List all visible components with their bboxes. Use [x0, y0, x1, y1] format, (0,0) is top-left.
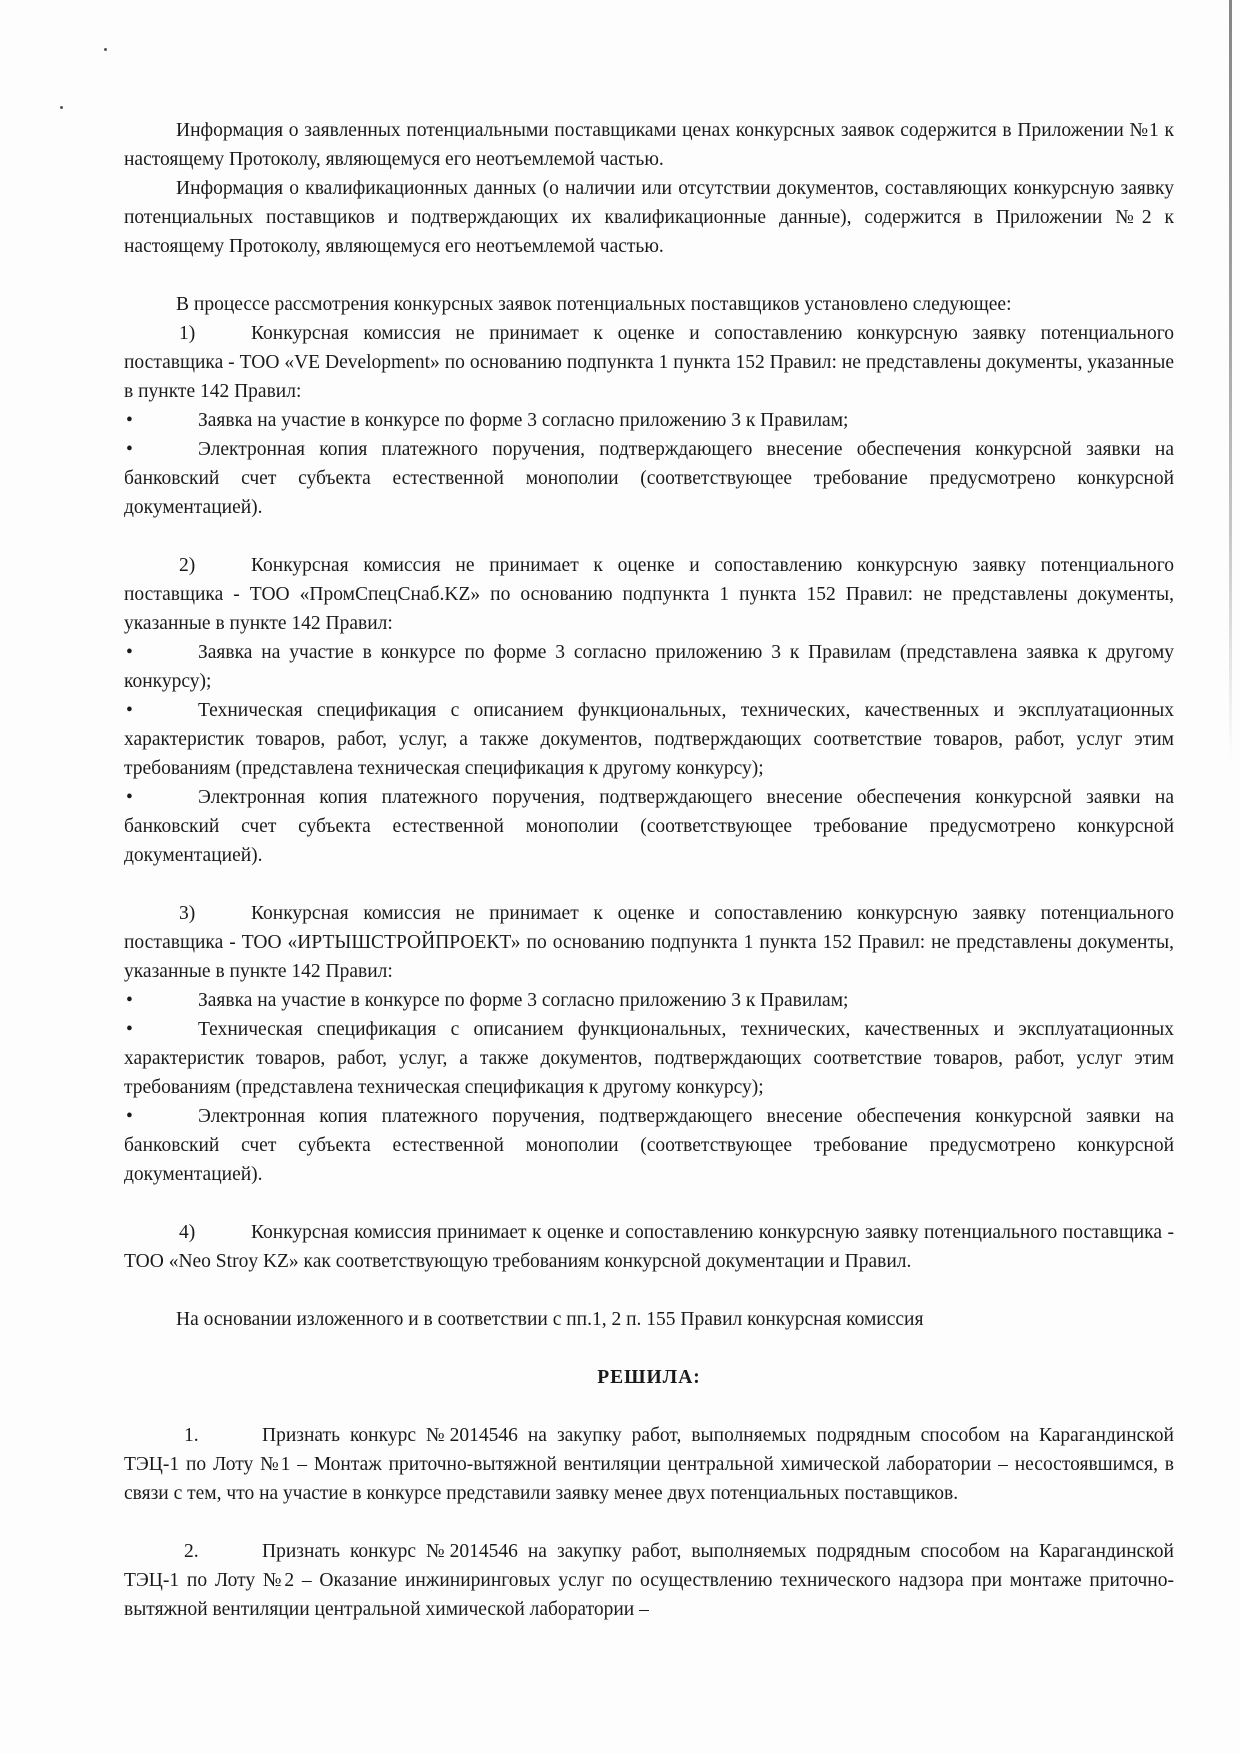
finding-paragraph [124, 319, 1174, 406]
bullet-text: Электронная копия платежного поручения, подтверждающего внесение обеспечения конкурсной заявки на банковский счет субъекта естественной монополии (соответствующее требование предусмотрено конкурсной документацией). [124, 439, 1174, 518]
bullet-item [124, 696, 1174, 783]
resolution-text: Признать конкурс №2014546 на закупку работ, выполняемых подрядным способом на Карагандинской ТЭЦ-1 по Лоту №2 – Оказание инжиниринговых услуг по осуществлению технического надзора при монтаже приточно-вытяжной вентиляции центральной химической лаборатории – [124, 1541, 1174, 1620]
bullet-marker: • [126, 642, 133, 663]
bullet-item [124, 435, 1174, 522]
resolution-text: Признать конкурс №2014546 на закупку работ, выполняемых подрядным способом на Карагандинской ТЭЦ-1 по Лоту №1 – Монтаж приточно-вытяжной вентиляции центральной химической лаборатории – несостоявшимся, в связи с тем, что на участие в конкурсе представили заявку менее двух потенциальных поставщиков. [124, 1425, 1174, 1504]
resolution-number: 1. [184, 1425, 199, 1446]
bullet-item [124, 986, 1174, 1015]
finding-text: Конкурсная комиссия не принимает к оценке и сопоставлению конкурсную заявку потенциального поставщика - ТОО «ИРТЫШСТРОЙПРОЕКТ» по основанию подпункта 1 пункта 152 Правил: не представлены документы, указанные в пункте 142 Правил: [124, 903, 1174, 982]
bullet-marker: • [126, 787, 133, 808]
bullet-text: Техническая спецификация с описанием функциональных, технических, качественных и эксплуатационных характеристик товаров, работ, услуг, а также документов, подтверждающих соответствие товаров, работ, услуг этим требованиям (представлена техническая спецификация к другому конкурсу); [124, 700, 1174, 779]
finding-number: 2) [179, 555, 196, 576]
finding-number: 1) [179, 323, 196, 344]
finding-paragraph [124, 1218, 1174, 1276]
scan-edge-mark [1229, 0, 1232, 760]
resolutions-list [124, 1421, 1174, 1624]
bullet-text: Техническая спецификация с описанием функциональных, технических, качественных и эксплуатационных характеристик товаров, работ, услуг, а также документов, подтверждающих соответствие товаров, работ, услуг этим требованиям (представлена техническая спецификация к другому конкурсу); [124, 1019, 1174, 1098]
finding-number: 4) [179, 1222, 196, 1243]
bullet-marker: • [126, 1019, 133, 1040]
bullet-item [124, 406, 1174, 435]
finding-number: 3) [179, 903, 196, 924]
bullet-item [124, 1102, 1174, 1189]
scan-speck [104, 48, 107, 51]
finding-text: Конкурсная комиссия не принимает к оценке и сопоставлению конкурсную заявку потенциального поставщика - ТОО «ПромСпецСнаб.KZ» по основанию подпункта 1 пункта 152 Правил: не представлены документы, указанные в пункте 142 Правил: [124, 555, 1174, 634]
bullet-marker: • [126, 700, 133, 721]
basis-paragraph: На основании изложенного и в соответствии с пп.1, 2 п. 155 Правил конкурсная комиссия [176, 1309, 924, 1330]
resolution-paragraph [124, 1537, 1174, 1624]
bullet-text: Заявка на участие в конкурсе по форме 3 согласно приложению 3 к Правилам; [198, 990, 849, 1011]
finding-paragraph [124, 899, 1174, 986]
intro-paragraph-2: Информация о квалификационных данных (о наличии или отсутствии документов, составляющих конкурсную заявку потенциальных поставщиков и подтверждающих их квалификационные данные), содержится в Приложении №2 к настоящему Протоколу, являющемуся его неотъемлемой частью. [124, 178, 1174, 257]
bullet-marker: • [126, 410, 133, 431]
bullet-item [124, 783, 1174, 870]
finding-paragraph [124, 551, 1174, 638]
bullet-text: Заявка на участие в конкурсе по форме 3 согласно приложению 3 к Правилам; [198, 410, 849, 431]
bullet-item [124, 638, 1174, 696]
bullet-text: Электронная копия платежного поручения, подтверждающего внесение обеспечения конкурсной заявки на банковский счет субъекта естественной монополии (соответствующее требование предусмотрено конкурсной документацией). [124, 787, 1174, 866]
intro-paragraph-1: Информация о заявленных потенциальными поставщиками ценах конкурсных заявок содержится в Приложении №1 к настоящему Протоколу, являющемуся его неотъемлемой частью. [124, 120, 1174, 170]
findings-list [124, 319, 1174, 1276]
bullet-marker: • [126, 990, 133, 1011]
decision-heading: РЕШИЛА: [597, 1367, 701, 1388]
finding-text: Конкурсная комиссия не принимает к оценке и сопоставлению конкурсную заявку потенциального поставщика - ТОО «VE Development» по основанию подпункта 1 пункта 152 Правил: не представлены документы, указанные в пункте 142 Правил: [124, 323, 1174, 402]
bullet-marker: • [126, 439, 133, 460]
review-intro: В процессе рассмотрения конкурсных заявок потенциальных поставщиков установлено следующее: [176, 294, 1012, 315]
bullet-text: Заявка на участие в конкурсе по форме 3 согласно приложению 3 к Правилам (представлена заявка к другому конкурсу); [124, 642, 1174, 692]
resolution-paragraph [124, 1421, 1174, 1508]
bullet-marker: • [126, 1106, 133, 1127]
finding-text: Конкурсная комиссия принимает к оценке и сопоставлению конкурсную заявку потенциального поставщика - ТОО «Neo Stroy KZ» как соответствующую требованиям конкурсной документации и Правил. [124, 1222, 1174, 1272]
resolution-number: 2. [184, 1541, 199, 1562]
bullet-item [124, 1015, 1174, 1102]
bullet-text: Электронная копия платежного поручения, подтверждающего внесение обеспечения конкурсной заявки на банковский счет субъекта естественной монополии (соответствующее требование предусмотрено конкурсной документацией). [124, 1106, 1174, 1185]
scan-speck [60, 106, 63, 109]
document-body [124, 116, 1174, 1624]
